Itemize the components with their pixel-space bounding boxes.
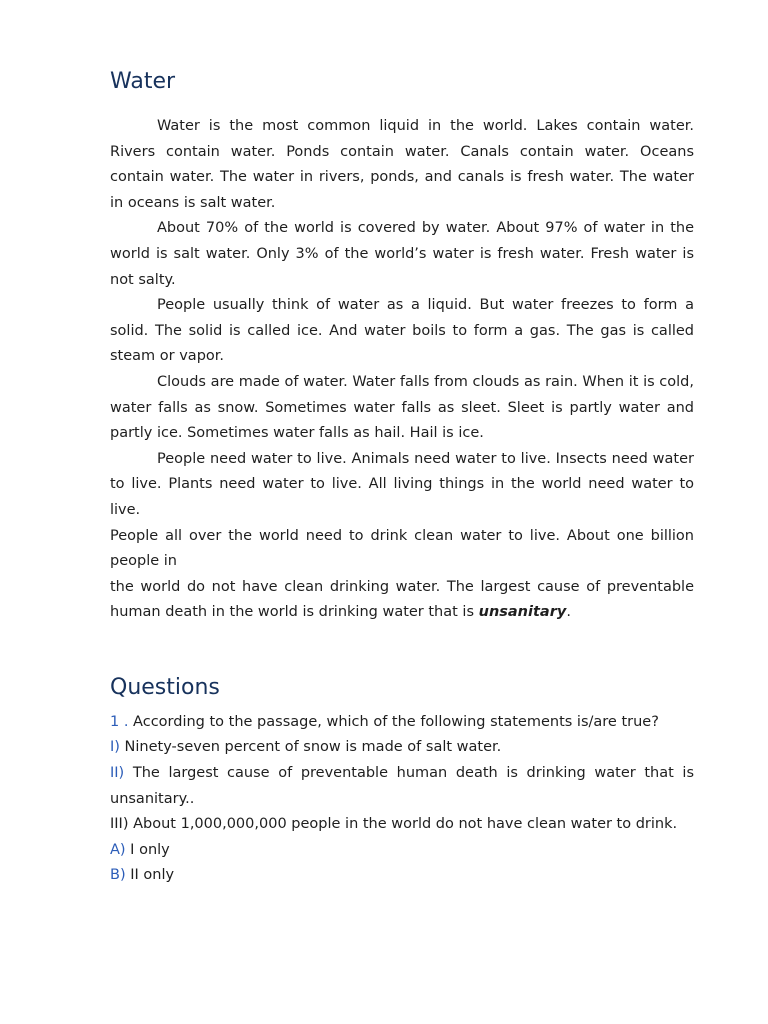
statement-marker: II) xyxy=(110,765,125,782)
question-text: According to the passage, which of the following statements is/are true? xyxy=(128,713,659,730)
passage-paragraph-2: About 70% of the world is covered by water. About 97% of water in the world is salt water. Only 3% of the world’s water is fresh water. Fresh water is not salty. xyxy=(110,220,694,288)
passage-paragraph-7-text: the world do not have clean drinking water. The largest cause of preventable human death in the world is drinking water that is xyxy=(110,578,694,621)
option-marker: B) xyxy=(110,867,126,884)
statement-1 xyxy=(110,735,694,761)
option-b xyxy=(110,863,694,889)
statement-2 xyxy=(110,761,694,812)
statement-text: The largest cause of preventable human death is drinking water that is unsanitary.. xyxy=(110,765,694,807)
emphasis-punctuation: . xyxy=(566,604,571,621)
passage-paragraph-5: People need water to live. Animals need water to live. Insects need water to live. Plants need water to live. All living things in the world need water to live. xyxy=(110,450,694,518)
passage-paragraph-7 xyxy=(110,575,694,626)
passage-paragraph-4: Clouds are made of water. Water falls from clouds as rain. When it is cold, water falls as snow. Sometimes water falls as sleet. Sleet is partly water and partly ice. Sometimes water falls as hail. Hail is ice. xyxy=(110,373,694,442)
option-text: II only xyxy=(125,867,175,884)
questions-heading: Questions xyxy=(110,674,220,700)
document-title: Water xyxy=(110,69,176,94)
option-marker: A) xyxy=(110,841,126,858)
statement-text: Ninety-seven percent of snow is made of salt water. xyxy=(119,739,502,756)
passage-paragraph-3: People usually think of water as a liquid. But water freezes to form a solid. The solid is called ice. And water boils to form a gas. The gas is called steam or vapor. xyxy=(110,297,694,365)
passage-paragraph-1: Water is the most common liquid in the world. Lakes contain water. Rivers contain water. Ponds contain water. Canals contain water. Oceans contain water. The water in rivers, ponds, and canals is fresh water. The water in oceans is salt water. xyxy=(110,118,694,211)
passage-paragraph-6: People all over the world need to drink clean water to live. About one billion people in xyxy=(110,527,694,570)
statement-marker: III) xyxy=(110,816,129,833)
option-text: I only xyxy=(125,841,170,858)
question-number: 1 . xyxy=(110,713,129,730)
statement-text: About 1,000,000,000 people in the world do not have clean water to drink. xyxy=(128,816,678,833)
statement-3 xyxy=(110,812,694,838)
statement-marker: I) xyxy=(110,739,120,756)
option-a xyxy=(110,838,694,864)
emphasis-word: unsanitary xyxy=(478,604,567,621)
question-1 xyxy=(110,710,694,736)
document-page xyxy=(110,66,694,889)
